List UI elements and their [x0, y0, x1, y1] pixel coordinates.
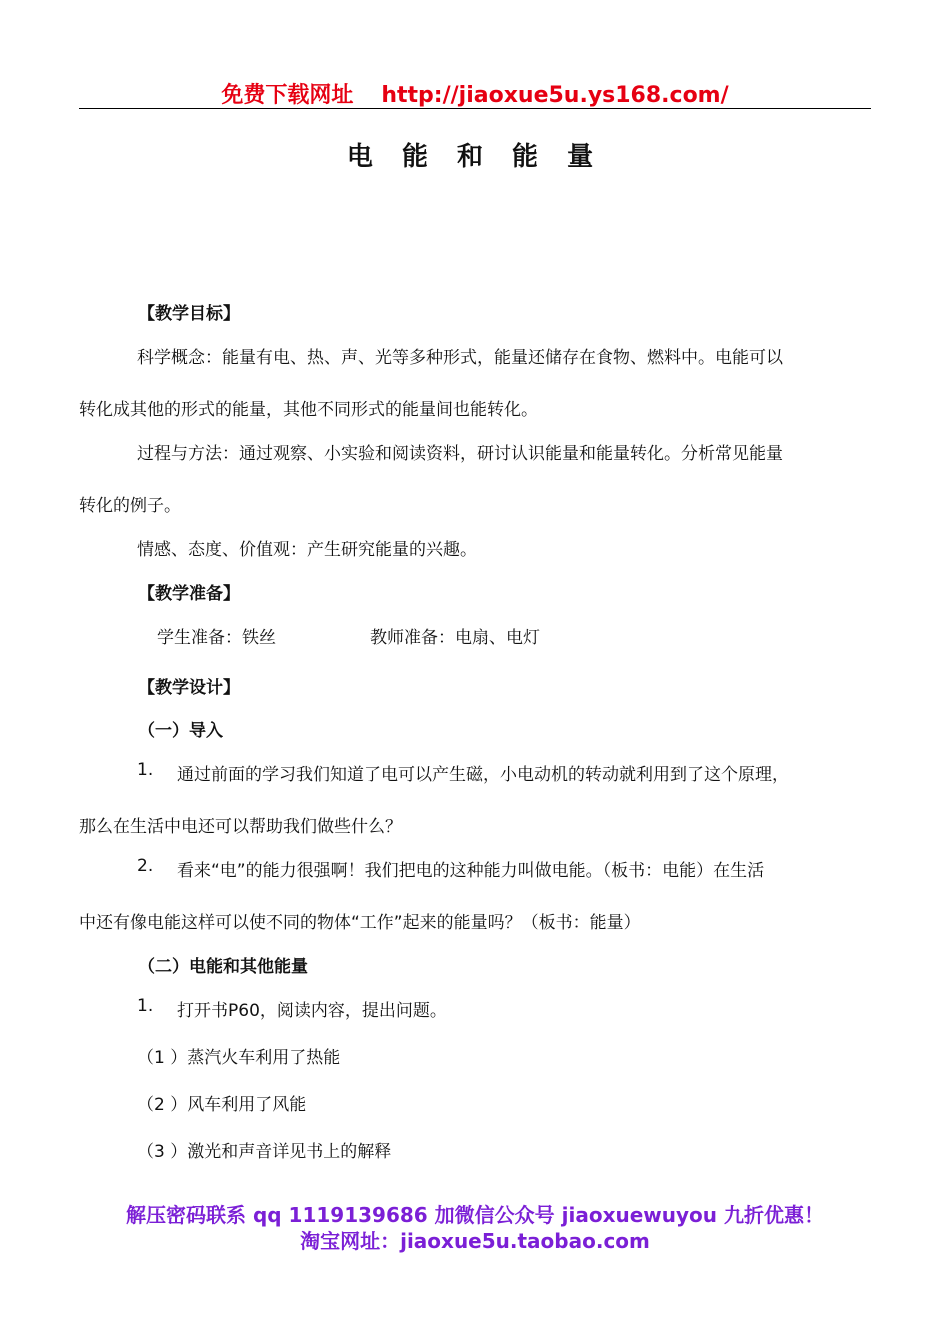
header-label: 免费下载网址 [221, 83, 354, 108]
objectives-science-line1: 科学概念：能量有电、热、声、光等多种形式，能量还储存在食物、燃料中。电能可以 [137, 348, 783, 368]
page-title: 电 能 和 能 量 [346, 142, 604, 172]
design-heading: 【教学设计】 [138, 678, 240, 698]
preparation-teacher: 教师准备：电扇、电灯 [370, 628, 540, 648]
part2-sub2: （2 ）风车利用了风能 [137, 1095, 307, 1115]
part1-item1-number: 1. [137, 760, 154, 780]
objectives-emotion: 情感、态度、价值观：产生研究能量的兴趣。 [137, 540, 477, 560]
part1-item2-line1: 看来“电”的能力很强啊！我们把电的这种能力叫做电能。（板书：电能）在生活 [177, 861, 765, 881]
objectives-process-line2: 转化的例子。 [79, 496, 181, 516]
part2-heading: （二）电能和其他能量 [138, 957, 308, 977]
part1-item2-line2: 中还有像电能这样可以使不同的物体“工作”起来的能量吗？（板书：能量） [79, 913, 641, 933]
preparation-student: 学生准备：铁丝 [157, 628, 276, 648]
part1-item2-number: 2. [137, 856, 154, 876]
part2-sub1: （1 ）蒸汽火车利用了热能 [137, 1048, 341, 1068]
preparation-heading: 【教学准备】 [138, 584, 240, 604]
part2-item1: 打开书P60，阅读内容，提出问题。 [177, 1001, 447, 1021]
part1-item1-line1: 通过前面的学习我们知道了电可以产生磁，小电动机的转动就利用到了这个原理， [177, 765, 789, 785]
part2-item1-number: 1. [137, 996, 154, 1016]
part1-item1-line2: 那么在生活中电还可以帮助我们做些什么？ [79, 817, 402, 837]
header-divider [79, 108, 871, 109]
footer-contact: 解压密码联系 qq 1119139686 加微信公众号 jiaoxuewuyou 九折优惠！ [126, 1203, 824, 1227]
objectives-heading: 【教学目标】 [138, 304, 240, 324]
page-header [0, 78, 950, 109]
part2-sub3: （3 ）激光和声音详见书上的解释 [137, 1142, 392, 1162]
footer-shop-url[interactable]: 淘宝网址：jiaoxue5u.taobao.com [300, 1229, 650, 1253]
part1-heading: （一）导入 [138, 721, 223, 741]
objectives-process-line1: 过程与方法：通过观察、小实验和阅读资料，研讨认识能量和能量转化。分析常见能量 [137, 444, 783, 464]
objectives-science-line2: 转化成其他的形式的能量，其他不同形式的能量间也能转化。 [79, 400, 538, 420]
header-url[interactable]: http://jiaoxue5u.ys168.com/ [381, 83, 729, 108]
